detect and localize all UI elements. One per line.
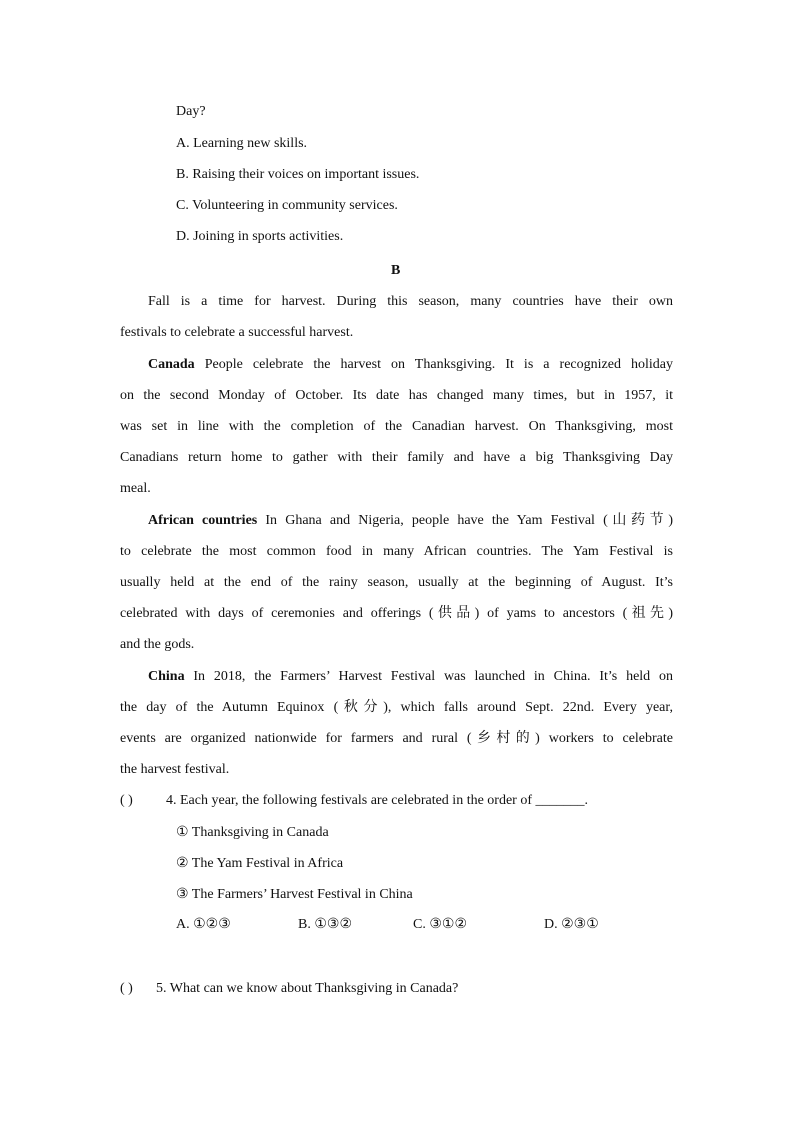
question-4-item-1: ① Thanksgiving in Canada (176, 825, 329, 840)
question-4-choice-a[interactable]: A. ①②③ (176, 917, 231, 932)
question-4-answer-blank[interactable]: ( ) (120, 793, 133, 808)
canada-heading: Canada (148, 357, 195, 372)
canada-text: People celebrate the harvest on Thanksgiving. It is a recognized holiday (194, 357, 673, 372)
canada-line-4: Canadians return home to gather with their family and have a big Thanksgiving Day (120, 450, 673, 465)
africa-line-2: to celebrate the most common food in many African countries. The Yam Festival is (120, 544, 673, 559)
intro-line-2: festivals to celebrate a successful harvest. (120, 325, 354, 340)
section-heading: B (391, 263, 401, 278)
question-4-choice-d[interactable]: D. ②③① (544, 917, 599, 932)
question-3-stem-tail: Day? (176, 104, 206, 119)
question-5-answer-blank[interactable]: ( ) (120, 981, 133, 996)
intro-line-1: Fall is a time for harvest. During this season, many countries have their own (148, 294, 673, 309)
canada-line-3: was set in line with the completion of the Canadian harvest. On Thanksgiving, most (120, 419, 673, 434)
question-4-item-2: ② The Yam Festival in Africa (176, 856, 344, 871)
question-5-stem: 5. What can we know about Thanksgiving in Canada? (156, 981, 459, 996)
africa-line-3: usually held at the end of the rainy season, usually at the beginning of August. It’s (120, 575, 673, 590)
china-line-2: the day of the Autumn Equinox (秋分), which falls around Sept. 22nd. Every year, (120, 700, 673, 715)
canada-line-2: on the second Monday of October. Its date has changed many times, but in 1957, it (120, 388, 673, 403)
question-3-option-a: A. Learning new skills. (176, 136, 308, 151)
china-line-3: events are organized nationwide for farmers and rural (乡村的) workers to celebrate (120, 731, 673, 746)
china-line-1 (148, 668, 673, 686)
question-4-choice-c[interactable]: C. ③①② (413, 917, 467, 932)
africa-line-4: celebrated with days of ceremonies and offerings (供品) of yams to ancestors (祖先) (120, 606, 673, 621)
canada-line-5: meal. (120, 481, 151, 496)
question-3-option-d: D. Joining in sports activities. (176, 229, 344, 244)
china-text: In 2018, the Farmers’ Harvest Festival was launched in China. It’s held on (184, 669, 673, 684)
question-4-choices (176, 916, 636, 934)
china-line-4: the harvest festival. (120, 762, 230, 777)
canada-line-1 (148, 356, 673, 374)
africa-line-5: and the gods. (120, 637, 195, 652)
africa-text: In Ghana and Nigeria, people have the Yam Festival (山药节) (257, 513, 673, 528)
question-4-stem: 4. Each year, the following festivals are celebrated in the order of _______. (166, 793, 589, 808)
africa-heading: African countries (148, 513, 258, 528)
question-3-option-c: C. Volunteering in community services. (176, 198, 398, 213)
question-3-option-b: B. Raising their voices on important issues. (176, 167, 420, 182)
question-4-item-3: ③ The Farmers’ Harvest Festival in China (176, 887, 413, 902)
china-heading: China (148, 669, 185, 684)
africa-line-1 (148, 512, 673, 530)
question-4-choice-b[interactable]: B. ①③② (298, 917, 352, 932)
